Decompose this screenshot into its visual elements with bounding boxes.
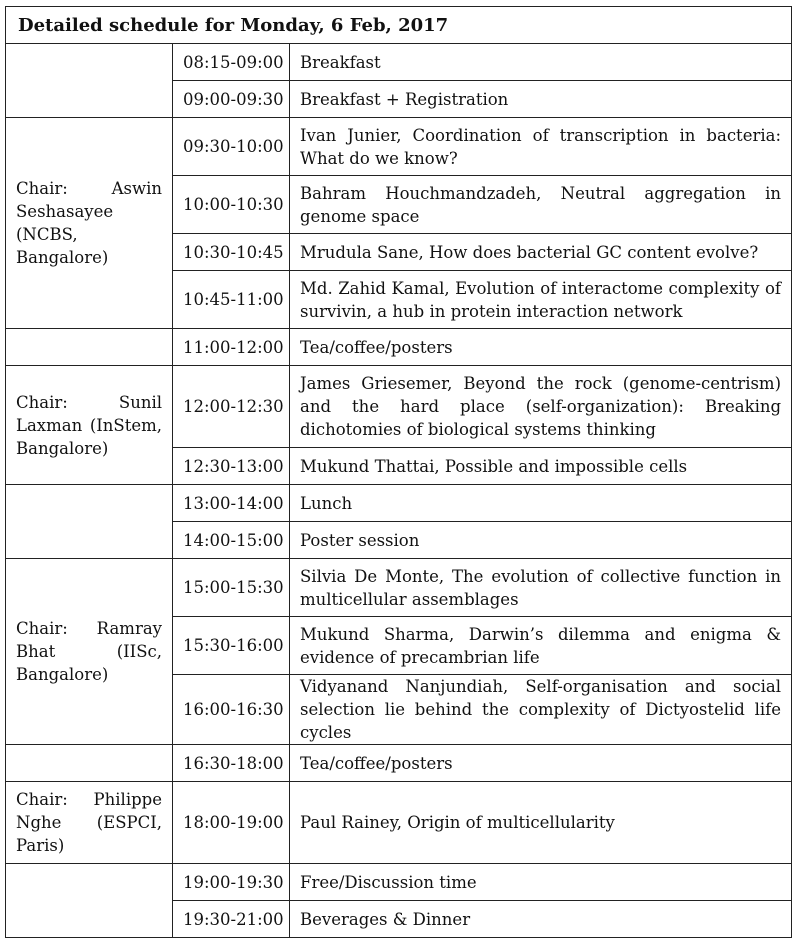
schedule-row: [6, 559, 792, 617]
schedule-row: [6, 118, 792, 176]
time-cell: 12:00-12:30: [173, 366, 290, 448]
event-cell: Mukund Thattai, Possible and impossible cells: [290, 448, 792, 485]
schedule-row: [6, 782, 792, 864]
time-cell: 12:30-13:00: [173, 448, 290, 485]
time-cell: 15:30-16:00: [173, 617, 290, 675]
time-cell: 09:00-09:30: [173, 81, 290, 118]
schedule-table: [5, 6, 792, 938]
time-cell: 15:00-15:30: [173, 559, 290, 617]
chair-cell: Chair: Sunil Laxman (InStem, Bangalore): [6, 366, 173, 485]
event-cell: Paul Rainey, Origin of multicellularity: [290, 782, 792, 864]
chair-cell: Chair: Ramray Bhat (IISc, Bangalore): [6, 559, 173, 745]
schedule-row: [6, 485, 792, 522]
chair-cell: [6, 864, 173, 938]
schedule-row: [6, 745, 792, 782]
chair-cell: [6, 329, 173, 366]
chair-cell: [6, 745, 173, 782]
event-cell: Beverages & Dinner: [290, 901, 792, 938]
event-cell: Silvia De Monte, The evolution of collective function in multicellular assemblages: [290, 559, 792, 617]
event-cell: Breakfast: [290, 44, 792, 81]
time-cell: 08:15-09:00: [173, 44, 290, 81]
event-cell: Lunch: [290, 485, 792, 522]
event-cell: James Griesemer, Beyond the rock (genome-centrism) and the hard place (self-organization): Breaking dichotomies of biological systems thinking: [290, 366, 792, 448]
schedule-title: Detailed schedule for Monday, 6 Feb, 2017: [6, 7, 792, 44]
time-cell: 13:00-14:00: [173, 485, 290, 522]
event-cell: Vidyanand Nanjundiah, Self-organisation and social selection lie behind the complexity of Dictyostelid life cycles: [290, 675, 792, 745]
event-cell: Md. Zahid Kamal, Evolution of interactome complexity of survivin, a hub in protein interaction network: [290, 271, 792, 329]
event-cell: Tea/coffee/posters: [290, 745, 792, 782]
time-cell: 10:30-10:45: [173, 234, 290, 271]
event-cell: Mukund Sharma, Darwin’s dilemma and enigma & evidence of precambrian life: [290, 617, 792, 675]
time-cell: 19:30-21:00: [173, 901, 290, 938]
time-cell: 19:00-19:30: [173, 864, 290, 901]
schedule-row: [6, 44, 792, 81]
time-cell: 10:00-10:30: [173, 176, 290, 234]
event-cell: Tea/coffee/posters: [290, 329, 792, 366]
chair-cell: Chair: Philippe Nghe (ESPCI, Paris): [6, 782, 173, 864]
time-cell: 09:30-10:00: [173, 118, 290, 176]
event-cell: Mrudula Sane, How does bacterial GC content evolve?: [290, 234, 792, 271]
time-cell: 16:00-16:30: [173, 675, 290, 745]
schedule-row: [6, 864, 792, 901]
chair-cell: [6, 44, 173, 118]
title-row: [6, 7, 792, 44]
event-cell: Breakfast + Registration: [290, 81, 792, 118]
event-cell: Ivan Junier, Coordination of transcription in bacteria: What do we know?: [290, 118, 792, 176]
event-cell: Free/Discussion time: [290, 864, 792, 901]
time-cell: 11:00-12:00: [173, 329, 290, 366]
time-cell: 14:00-15:00: [173, 522, 290, 559]
event-cell: Poster session: [290, 522, 792, 559]
event-cell: Bahram Houchmandzadeh, Neutral aggregation in genome space: [290, 176, 792, 234]
time-cell: 18:00-19:00: [173, 782, 290, 864]
schedule-row: [6, 329, 792, 366]
chair-cell: [6, 485, 173, 559]
time-cell: 10:45-11:00: [173, 271, 290, 329]
schedule-row: [6, 366, 792, 448]
time-cell: 16:30-18:00: [173, 745, 290, 782]
chair-cell: Chair: Aswin Seshasayee (NCBS, Bangalore): [6, 118, 173, 329]
